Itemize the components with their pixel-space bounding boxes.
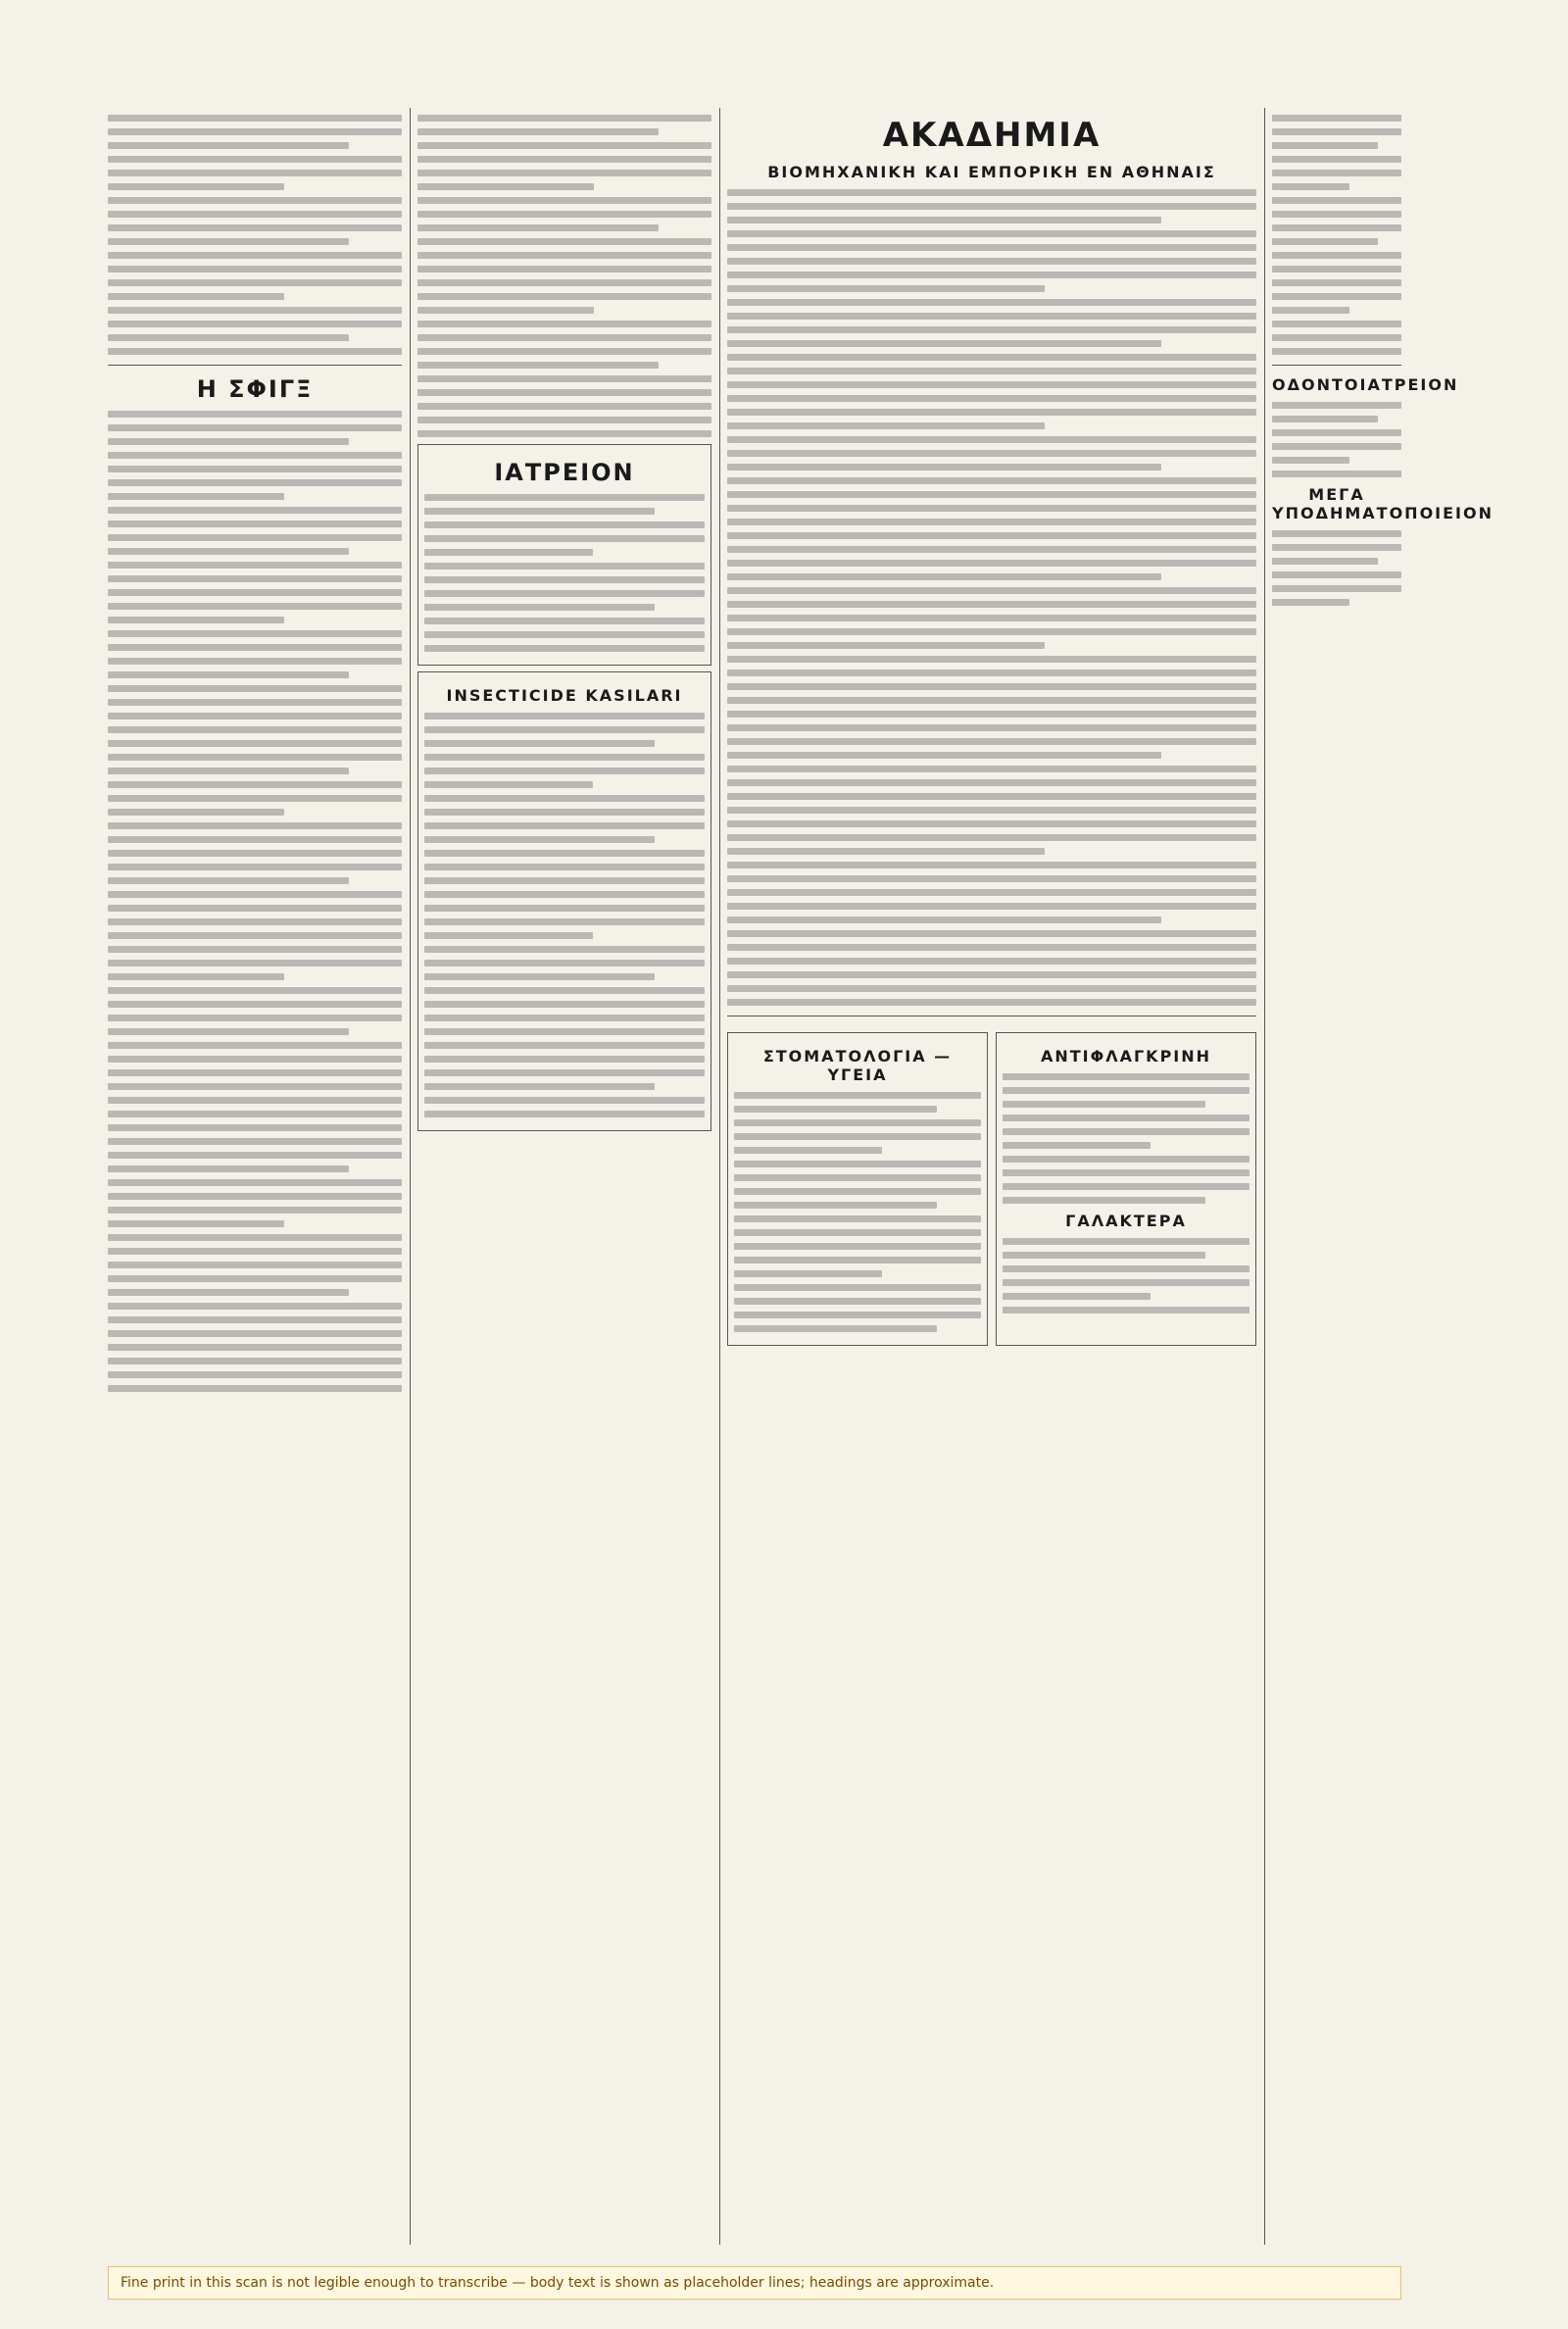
sfigx-text [108, 411, 402, 1392]
newspaper-page [108, 108, 1494, 2245]
ypodimatopoieion-heading: ΜΕΓΑ ΥΠΟΔΗΜΑΤΟΠΟΙΕΙΟΝ [1272, 485, 1494, 522]
vertical-ads [1272, 115, 1401, 355]
galaktera-heading: ΓΑΛΑΚΤΕΡΑ [1065, 1212, 1187, 1230]
stomatologia-heading: ΣΤΟΜΑΤΟΛΟΓΙΑ — ΥΓΕΙΑ [762, 1047, 953, 1084]
column-1-text [108, 115, 402, 355]
antiphlogistic-heading: ΑΝΤΙΦΛΑΓΚΡΙΝΗ [1040, 1047, 1212, 1065]
column-right [1272, 108, 1494, 2245]
kaziari-heading: INSECTICIDE KASILARI [446, 686, 683, 705]
academy-subtitle: ΒΙΟΜΗΧΑΝΙΚΗ ΚΑΙ ΕΜΠΟΡΙΚΗ ΕΝ ΑΘΗΝΑΙΣ [767, 163, 1216, 181]
academy-title: ΑΚΑΔΗΜΙΑ [882, 116, 1102, 155]
transcription-notice: Fine print in this scan is not legible enough to transcribe — body text is shown as placeholder lines; headings are approximate. [108, 2266, 1401, 2300]
column-1 [108, 108, 402, 2245]
academy-text [727, 189, 1256, 1006]
column-2 [417, 108, 711, 2245]
odonto-heading: ΟΔΟΝΤΟΙΑΤΡΕΙΟΝ [1272, 375, 1459, 394]
iatreion-heading: ΙΑΤΡΕΙΟΝ [494, 459, 635, 486]
column-2-text [417, 115, 711, 437]
column-academy [727, 108, 1256, 2245]
sfigx-heading: Η ΣΦΙΓΞ [196, 375, 314, 403]
